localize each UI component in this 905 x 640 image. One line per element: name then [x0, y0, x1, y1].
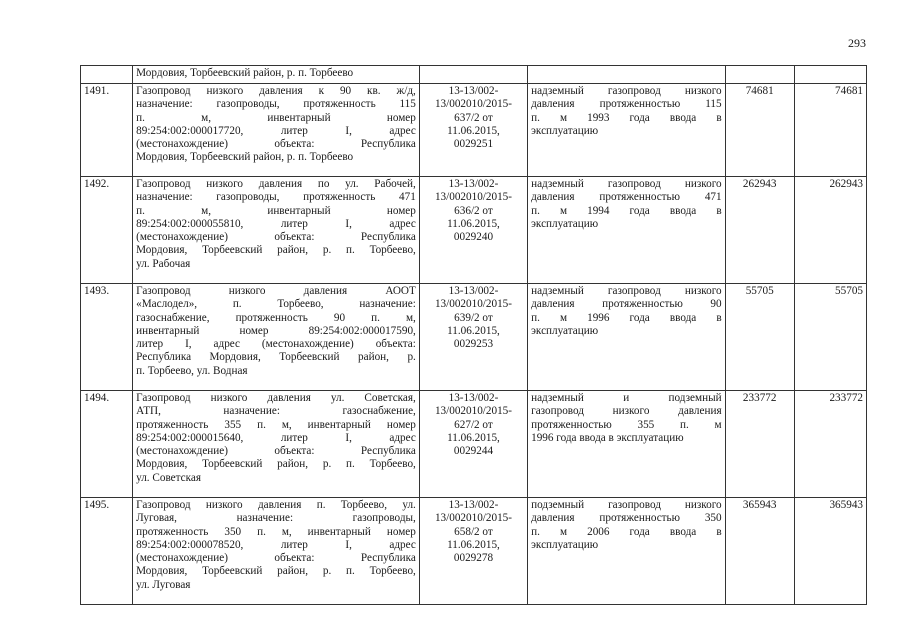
- description-line: АТП, назначение: газоснабжение,: [136, 405, 416, 418]
- description-line: (местонахождение) объекта: Республика: [136, 231, 416, 244]
- description-line: инвентарный номер 89:254:002:000017590,: [136, 324, 416, 337]
- table-row: [81, 177, 867, 284]
- description-line: Мордовия, Торбеевский район, р. п. Торбеево: [136, 151, 354, 164]
- characteristics-line: давления протяженностью 90: [531, 298, 722, 311]
- registration-line: 0029251: [453, 138, 494, 151]
- cell-value-1: [725, 66, 794, 84]
- description-line: ул. Луговая: [136, 578, 191, 591]
- description-line: п. м, инвентарный номер: [136, 204, 416, 217]
- table-row: [81, 391, 867, 498]
- cell-value-2: 233772: [794, 391, 866, 498]
- characteristics-line: газопровод низкого давления: [531, 405, 722, 418]
- description-line: Газопровод низкого давления к 90 кв. ж/д,: [136, 85, 416, 97]
- description-line: ул. Рабочая: [136, 257, 191, 270]
- characteristics-line: эксплуатацию: [531, 124, 599, 137]
- cell-registration: [419, 391, 527, 498]
- registration-line: 13-13/002-: [448, 499, 499, 511]
- cell-value-1: 74681: [725, 84, 794, 177]
- cell-characteristics: [528, 498, 726, 605]
- characteristics-line: давления протяженностью 471: [531, 191, 722, 204]
- description-line: Мордовия, Торбеевский район, р. п. Торбеево,: [136, 458, 416, 471]
- cell-description: [133, 177, 420, 284]
- cell-value-2: 262943: [794, 177, 866, 284]
- cell-value-1: 55705: [725, 284, 794, 391]
- cell-characteristics: [528, 391, 726, 498]
- registration-line: 11.06.2015,: [447, 538, 500, 551]
- characteristics-line: п. м 1993 года ввода в: [531, 111, 722, 124]
- registration-line: 11.06.2015,: [447, 324, 500, 337]
- table-row-continuation: [81, 66, 867, 84]
- cell-value-2: 74681: [794, 84, 866, 177]
- registration-line: 0029240: [453, 231, 494, 244]
- description-line: протяженность 350 п. м, инвентарный номер: [136, 525, 416, 538]
- registration-line: 13/002010/2015-: [434, 98, 513, 111]
- registration-line: 658/2 от: [454, 525, 493, 538]
- table-row: [81, 498, 867, 605]
- characteristics-line: надземный газопровод низкого: [531, 285, 722, 297]
- description-line: 89:254:002:000078520, литер I, адрес: [136, 538, 416, 551]
- description-line: Газопровод низкого давления АООТ: [136, 285, 416, 297]
- description-line: Луговая, назначение: газопроводы,: [136, 512, 416, 525]
- description-line: протяженность 355 п. м, инвентарный номер: [136, 418, 416, 431]
- cell-characteristics: [528, 284, 726, 391]
- registration-line: 11.06.2015,: [447, 217, 500, 230]
- characteristics-line: эксплуатацию: [531, 324, 599, 337]
- characteristics-line: надземный газопровод низкого: [531, 178, 722, 190]
- cell-registration: [419, 84, 527, 177]
- description-line: назначение: газопроводы, протяженность 471: [136, 191, 416, 204]
- cell-value-2: 365943: [794, 498, 866, 605]
- cell-value-1: 262943: [725, 177, 794, 284]
- characteristics-line: эксплуатацию: [531, 217, 599, 230]
- characteristics-line: надземный газопровод низкого: [531, 85, 722, 97]
- description-line: Газопровод низкого давления ул. Советская,: [136, 392, 416, 404]
- characteristics-line: эксплуатацию: [531, 538, 599, 551]
- characteristics-line: подземный газопровод низкого: [531, 499, 722, 511]
- cell-value-2: [794, 66, 866, 84]
- registration-line: 0029244: [453, 445, 494, 458]
- registration-line: 13-13/002-: [448, 178, 499, 190]
- registration-line: 11.06.2015,: [447, 124, 500, 137]
- description-line: (местонахождение) объекта: Республика: [136, 552, 416, 565]
- characteristics-line: п. м 1994 года ввода в: [531, 204, 722, 217]
- description-line: п. Торбеево, ул. Водная: [136, 364, 248, 377]
- registration-line: 13/002010/2015-: [434, 512, 513, 525]
- page-number: 293: [848, 36, 866, 50]
- characteristics-line: п. м 2006 года ввода в: [531, 525, 722, 538]
- description-line: Газопровод низкого давления по ул. Рабочей,: [136, 178, 416, 190]
- characteristics-line: протяженностью 355 п. м: [531, 418, 722, 431]
- registration-line: 13/002010/2015-: [434, 298, 513, 311]
- description-line: Мордовия, Торбеевский район, р. п. Торбеево,: [136, 244, 416, 257]
- cell-description: [133, 391, 420, 498]
- cell-description: [133, 284, 420, 391]
- description-line: Газопровод низкого давления п. Торбеево, ул.: [136, 499, 416, 511]
- characteristics-line: п. м 1996 года ввода в: [531, 311, 722, 324]
- description-line: Мордовия, Торбеевский район, р. п. Торбеево: [136, 67, 354, 79]
- table-row: [81, 284, 867, 391]
- property-registry-table: [80, 65, 867, 605]
- description-line: литер I, адрес (местонахождение) объекта:: [136, 338, 416, 351]
- registration-line: 13-13/002-: [448, 392, 499, 404]
- cell-value-1: 365943: [725, 498, 794, 605]
- registration-line: 13/002010/2015-: [434, 405, 513, 418]
- description-line: Республика Мордовия, Торбеевский район, р.: [136, 351, 416, 364]
- description-line: (местонахождение) объекта: Республика: [136, 445, 416, 458]
- registration-line: 639/2 от: [454, 311, 493, 324]
- registration-line: 13/002010/2015-: [434, 191, 513, 204]
- description-line: ул. Советская: [136, 471, 202, 484]
- cell-number: 1495.: [81, 498, 133, 605]
- cell-value-2: 55705: [794, 284, 866, 391]
- registration-line: 11.06.2015,: [447, 431, 500, 444]
- cell-number: 1491.: [81, 84, 133, 177]
- characteristics-line: 1996 года ввода в эксплуатацию: [531, 431, 684, 444]
- description-line: назначение: газопроводы, протяженность 115: [136, 98, 416, 111]
- characteristics-line: давления протяженностью 115: [531, 98, 722, 111]
- cell-description: [133, 66, 420, 84]
- description-line: 89:254:002:000017720, литер I, адрес: [136, 124, 416, 137]
- registration-line: 0029253: [453, 338, 494, 351]
- registration-line: 637/2 от: [454, 111, 493, 124]
- description-line: 89:254:002:000055810, литер I, адрес: [136, 217, 416, 230]
- description-line: «Маслодел», п. Торбеево, назначение:: [136, 298, 416, 311]
- description-line: газоснабжение, протяженность 90 п. м,: [136, 311, 416, 324]
- cell-registration: [419, 284, 527, 391]
- cell-registration: [419, 498, 527, 605]
- characteristics-line: давления протяженностью 350: [531, 512, 722, 525]
- cell-registration: [419, 177, 527, 284]
- description-line: (местонахождение) объекта: Республика: [136, 138, 416, 151]
- registration-line: 0029278: [453, 552, 494, 565]
- registration-line: 13-13/002-: [448, 285, 499, 297]
- cell-characteristics: [528, 84, 726, 177]
- cell-number: 1492.: [81, 177, 133, 284]
- registration-line: 636/2 от: [454, 204, 493, 217]
- description-line: п. м, инвентарный номер: [136, 111, 416, 124]
- cell-registration: [419, 66, 527, 84]
- cell-number: 1493.: [81, 284, 133, 391]
- cell-description: [133, 84, 420, 177]
- registration-line: 627/2 от: [454, 418, 493, 431]
- cell-value-1: 233772: [725, 391, 794, 498]
- cell-characteristics: [528, 66, 726, 84]
- characteristics-line: надземный и подземный: [531, 392, 722, 404]
- cell-number: [81, 66, 133, 84]
- description-line: Мордовия, Торбеевский район, р. п. Торбеево,: [136, 565, 416, 578]
- cell-description: [133, 498, 420, 605]
- registration-line: 13-13/002-: [448, 85, 499, 97]
- cell-number: 1494.: [81, 391, 133, 498]
- cell-characteristics: [528, 177, 726, 284]
- table-row: [81, 84, 867, 177]
- description-line: 89:254:002:000015640, литер I, адрес: [136, 431, 416, 444]
